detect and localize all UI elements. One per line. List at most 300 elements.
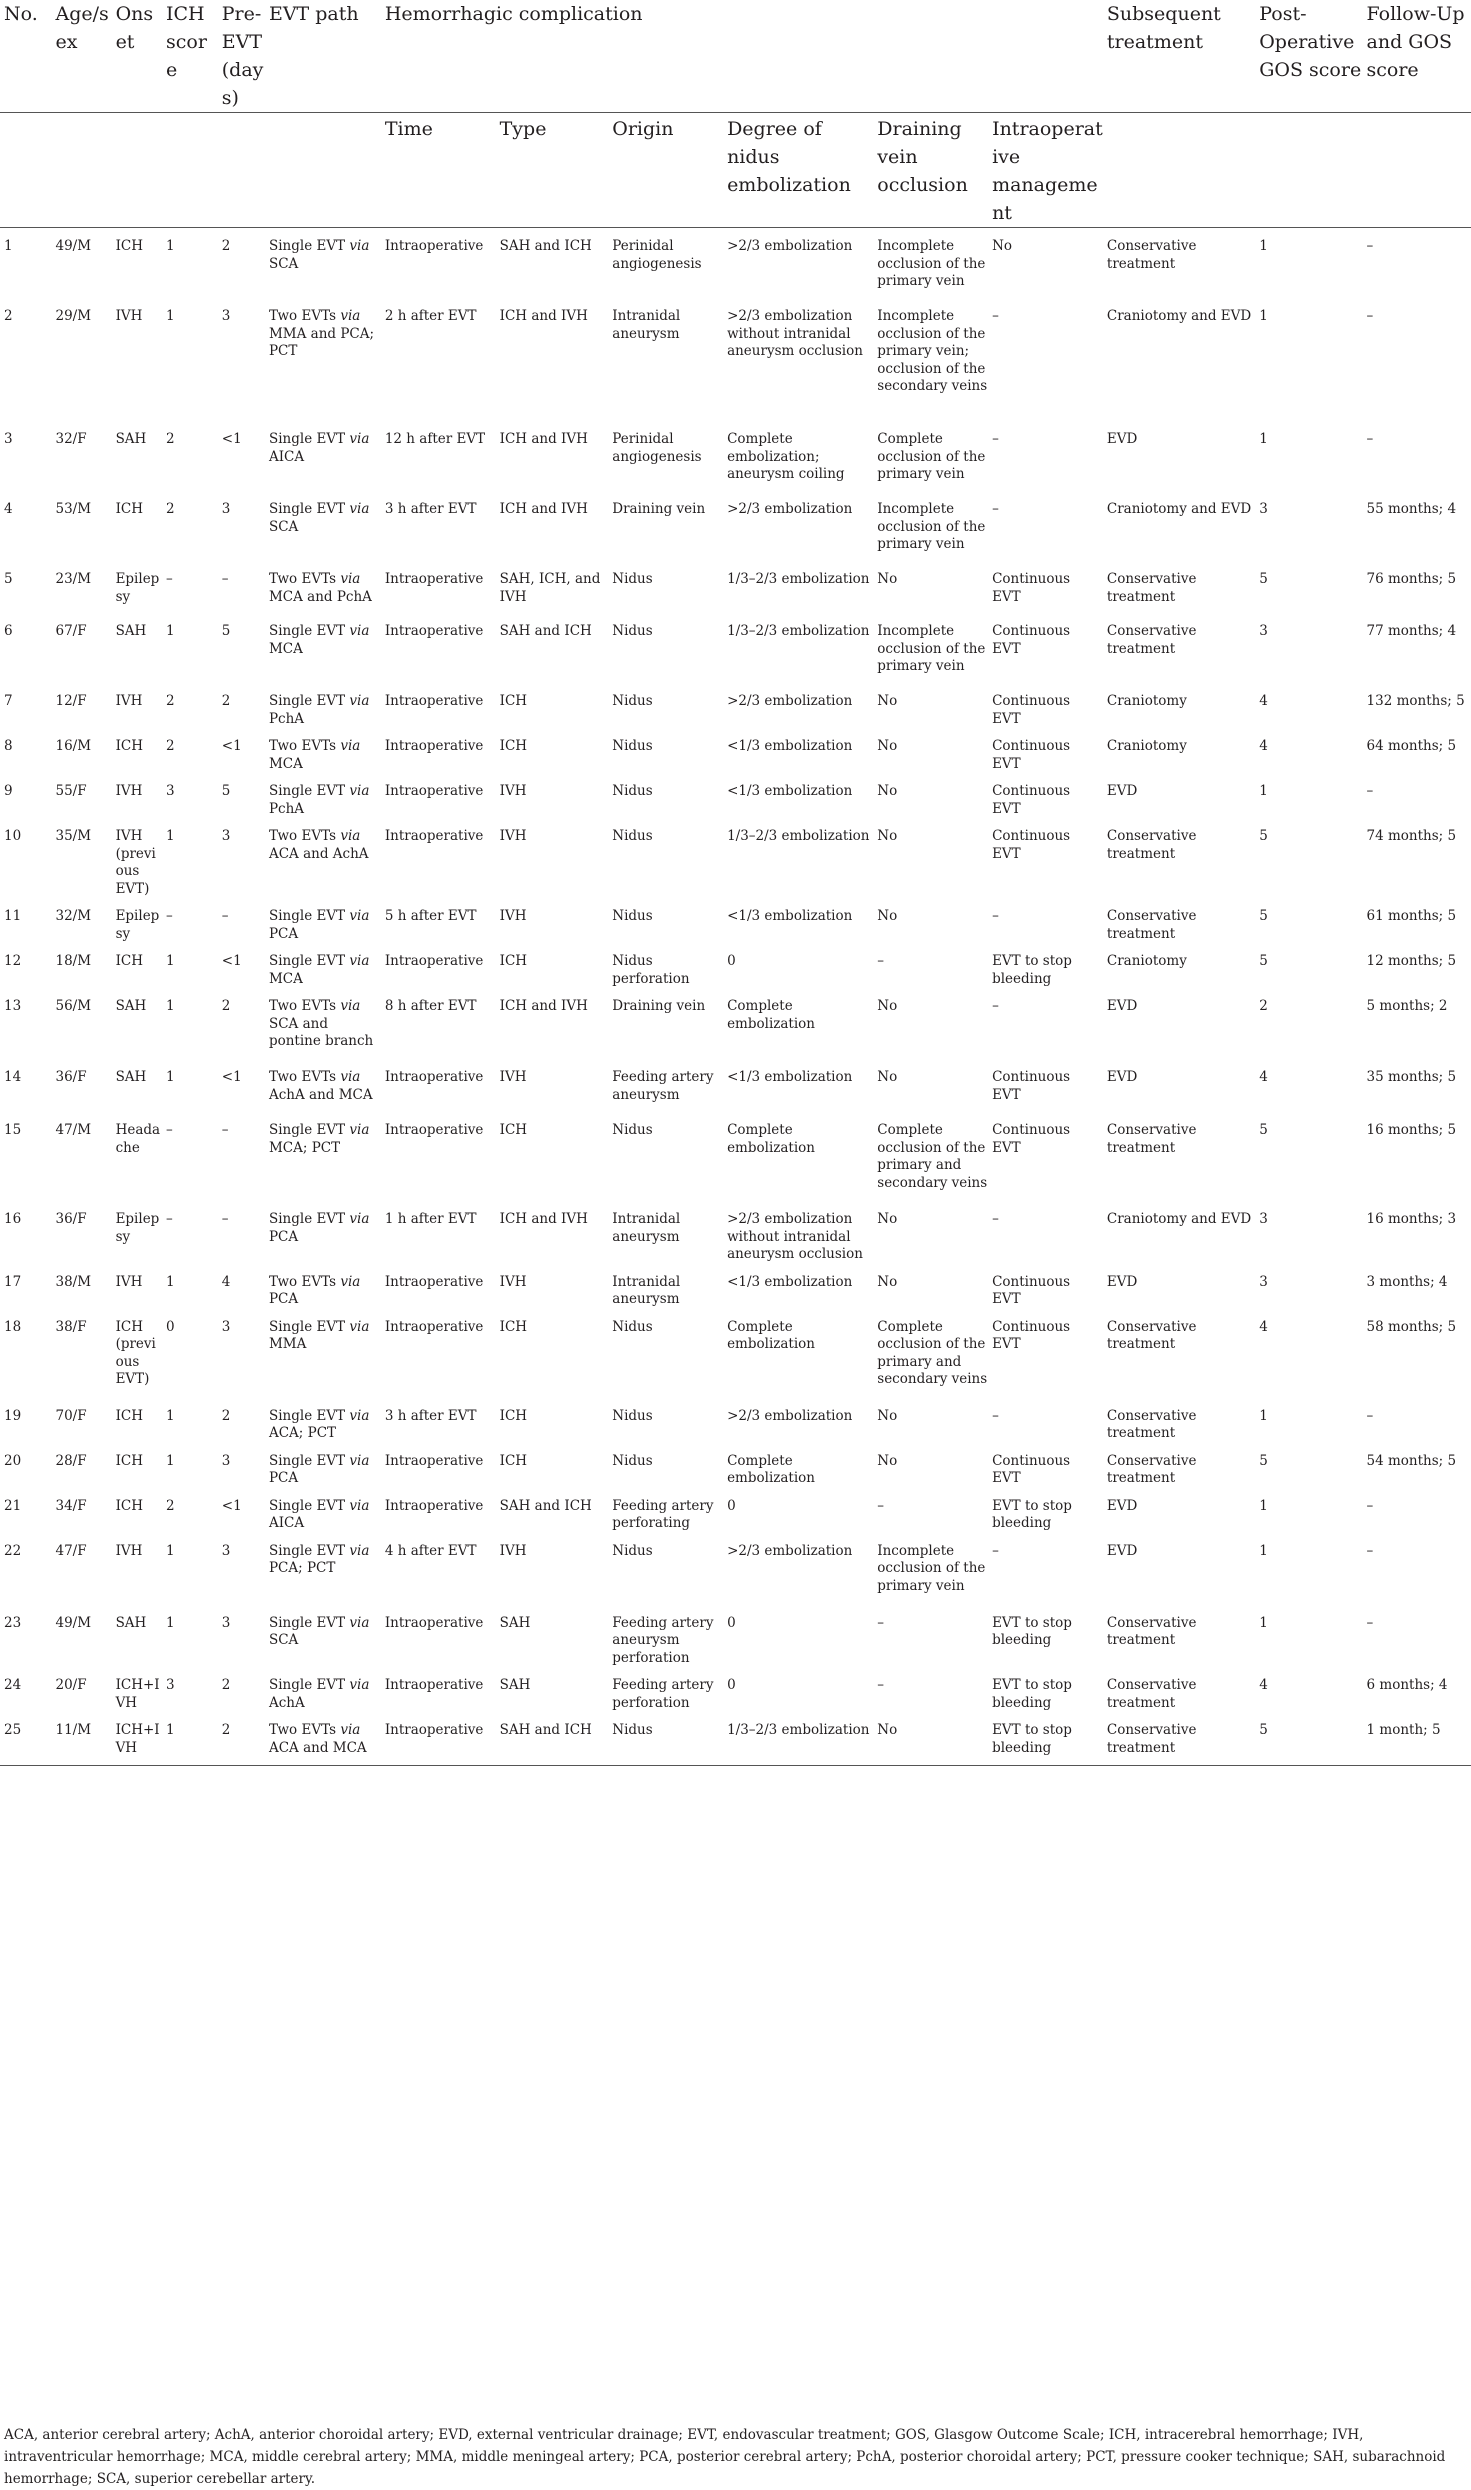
header-draining-vein: Draining vein occlusion [873, 113, 988, 228]
cell-type: SAH [499, 1614, 531, 1631]
table-row [0, 818, 1471, 898]
cell-gos: 5 [1259, 828, 1268, 844]
cell-pre: – [221, 1211, 229, 1227]
cell-path: Two EVTs via MCA and PchA [268, 571, 372, 605]
cell-path: Single EVT via ACA; PCT [268, 1407, 370, 1441]
cell-drain: No [877, 571, 898, 587]
cell-time: 8 h after EVT [384, 998, 477, 1014]
cell-mgmt: – [992, 308, 999, 324]
table-row [0, 1605, 1471, 1668]
cell-treat: Conservative treatment [1103, 1712, 1255, 1766]
cell-path: Single EVT via MCA; PCT [268, 1122, 370, 1156]
cell-age: 12/F [55, 693, 87, 709]
cell-onset: SAH [115, 998, 147, 1014]
cell-origin: Intranidal aneurysm [612, 308, 681, 342]
table-row [0, 1398, 1471, 1443]
cell-age: 35/M [55, 828, 92, 844]
cell-treat: Craniotomy and EVD [1106, 501, 1252, 517]
cell-type: ICH [499, 738, 528, 754]
cell-gos: 4 [1259, 693, 1268, 709]
cell-type: SAH, ICH, and IVH [499, 571, 601, 605]
cell-mgmt: Continuous EVT [992, 738, 1071, 772]
cell-degree: >2/3 embolization [727, 1542, 853, 1559]
cell-time: Intraoperative [384, 1069, 484, 1085]
cell-pre: 3 [221, 1542, 231, 1559]
cell-pre: 3 [221, 1452, 231, 1469]
cell-time: Intraoperative [384, 1452, 484, 1469]
cell-ich: 1 [165, 238, 175, 254]
cell-path: Single EVT via SCA [268, 501, 370, 535]
table-row [0, 1488, 1471, 1533]
cell-path: Two EVTs via ACA and MCA [265, 1712, 381, 1766]
cell-treat: Conservative treatment [1106, 623, 1197, 657]
cell-time: 4 h after EVT [384, 1542, 477, 1559]
cell-time: Intraoperative [384, 783, 484, 799]
cell-age: 11/M [51, 1712, 111, 1766]
cell-follow: 132 months; 5 [1366, 693, 1465, 709]
cell-gos: 1 [1259, 1497, 1268, 1514]
cell-drain: Complete occlusion of the primary vein [877, 431, 986, 482]
cell-treat: EVD [1106, 431, 1138, 447]
cell-origin: Nidus [612, 1542, 653, 1559]
cell-no: 18 [4, 1318, 22, 1335]
cell-time: Intraoperative [381, 1712, 496, 1766]
cell-onset: ICH [115, 501, 143, 517]
header-onset: Onset [115, 3, 154, 53]
cell-mgmt: EVT to stop bleeding [992, 1614, 1072, 1648]
cell-drain: No [877, 998, 898, 1014]
cell-path: Two EVTs via MMA and PCA; PCT [268, 308, 375, 359]
cell-age: 20/F [55, 1677, 87, 1693]
cell-ich: – [165, 1122, 173, 1138]
cell-age: 32/M [55, 908, 92, 924]
cell-follow: 16 months; 3 [1366, 1211, 1457, 1227]
cell-age: 29/M [55, 308, 92, 324]
cell-treat: EVD [1106, 1497, 1138, 1514]
cell-time: 1 h after EVT [384, 1211, 477, 1227]
cell-no: 13 [4, 998, 22, 1014]
cell-degree: Complete embolization; aneurysm coiling [727, 431, 845, 482]
table-row [0, 1112, 1471, 1201]
header-hemorrhagic-complication: Hemorrhagic complication [384, 3, 643, 25]
cell-gos: 5 [1259, 1452, 1268, 1469]
cell-age: 36/F [55, 1211, 87, 1227]
cell-onset: SAH [115, 1614, 147, 1631]
header-intraop-mgmt: Intraoperative management [988, 113, 1103, 228]
table-row [0, 1309, 1471, 1398]
cell-origin: Nidus [612, 1452, 653, 1469]
cell-path: Single EVT via PchA [268, 693, 370, 727]
cell-degree: 0 [727, 1677, 736, 1693]
cell-type: ICH [499, 693, 528, 709]
cell-drain: Incomplete occlusion of the primary vein [877, 623, 986, 674]
cell-pre: <1 [221, 431, 242, 447]
cell-degree: Complete embolization [727, 1122, 815, 1156]
cell-ich: 1 [165, 623, 175, 639]
cell-pre: 3 [221, 828, 231, 844]
cell-ich: 1 [165, 998, 175, 1014]
cell-age: 38/F [55, 1318, 87, 1335]
cell-follow: 12 months; 5 [1366, 953, 1457, 969]
table-row [0, 943, 1471, 988]
cell-time: Intraoperative [384, 1273, 484, 1290]
cell-mgmt: – [992, 501, 999, 517]
cell-age: 23/M [55, 571, 92, 587]
cell-age: 49/M [55, 238, 92, 254]
cell-gos: 5 [1255, 1712, 1362, 1766]
cell-time: 2 h after EVT [384, 308, 477, 324]
cell-mgmt: Continuous EVT [992, 1452, 1071, 1486]
cell-degree: >2/3 embolization [727, 501, 853, 517]
cell-pre: 3 [221, 1614, 231, 1631]
cell-type: IVH [499, 1273, 527, 1290]
cell-follow: 77 months; 4 [1366, 623, 1457, 639]
cell-no: 14 [4, 1069, 22, 1085]
header-row-1 [0, 0, 1471, 113]
cell-pre: – [221, 908, 229, 924]
cell-gos: 5 [1259, 1122, 1268, 1138]
cell-follow: 55 months; 4 [1366, 501, 1457, 517]
cell-no: 19 [4, 1407, 22, 1424]
cell-time: Intraoperative [384, 1318, 484, 1335]
cell-type: IVH [499, 908, 527, 924]
cell-degree: Complete embolization [727, 1318, 815, 1352]
cell-ich: 1 [165, 1069, 175, 1085]
cell-mgmt: Continuous EVT [992, 828, 1071, 862]
cell-degree: <1/3 embolization [727, 738, 853, 754]
cell-age: 56/M [55, 998, 92, 1014]
cell-onset: Headache [115, 1122, 161, 1156]
cell-path: Single EVT via AchA [268, 1677, 370, 1711]
cell-degree: <1/3 embolization [727, 1069, 853, 1085]
cell-mgmt: – [992, 1542, 999, 1559]
cell-follow: 61 months; 5 [1366, 908, 1457, 924]
cell-gos: 4 [1259, 1318, 1268, 1335]
cell-type: ICH and IVH [499, 998, 588, 1014]
cell-no: 7 [4, 693, 13, 709]
cell-degree: >2/3 embolization without intranidal aneurysm occlusion [727, 1211, 863, 1262]
cell-time: Intraoperative [384, 693, 484, 709]
cell-onset: ICH [115, 953, 143, 969]
cell-origin: Feeding artery perforation [612, 1677, 714, 1711]
cell-age: 47/M [55, 1122, 92, 1138]
cell-onset: Epilepsy [115, 908, 160, 942]
cell-onset: IVH (previous EVT) [115, 828, 156, 897]
cell-follow: – [1366, 783, 1374, 799]
cell-gos: 4 [1259, 1069, 1268, 1085]
cell-drain: Complete occlusion of the primary and secondary veins [877, 1318, 988, 1387]
cell-type: SAH and ICH [499, 1497, 592, 1514]
cell-drain: Incomplete occlusion of the primary vein [877, 238, 986, 289]
cell-time: Intraoperative [384, 1122, 484, 1138]
cell-ich: 2 [165, 738, 175, 754]
cell-no: 9 [4, 783, 13, 799]
cell-origin: Nidus perforation [612, 953, 690, 987]
cell-age: 32/F [55, 431, 87, 447]
cell-no: 1 [4, 238, 13, 254]
cell-type: ICH [499, 1122, 528, 1138]
cell-type: ICH [499, 1452, 528, 1469]
cell-treat: Craniotomy and EVD [1106, 308, 1252, 324]
header-time: Time [381, 113, 496, 228]
cell-degree: 0 [727, 1497, 736, 1514]
cell-pre: <1 [221, 1069, 242, 1085]
cell-degree: Complete embolization [727, 998, 815, 1032]
table-footnote: ACA, anterior cerebral artery; AchA, anterior choroidal artery; EVD, external ventricular drainage; EVT, endovascular treatment; GOS, Glasgow Outcome Scale; ICH, intracerebral hemorrhage; IVH, intraventricular hemorrhage; MCA, middle cerebral artery; MMA, middle meningeal artery; PCA, posterior cerebral artery; PchA, posterior choroidal artery; PCT, pressure cooker technique; SAH, subarachnoid hemorrhage; SCA, superior cerebellar artery. [4, 2427, 1446, 2487]
cell-drain: No [877, 1407, 898, 1424]
header-ich-score: ICH score [165, 3, 207, 81]
cell-pre: 3 [221, 1318, 231, 1335]
cell-ich: 1 [165, 308, 175, 324]
cell-pre: 2 [218, 1712, 265, 1766]
cell-degree: >2/3 embolization without intranidal aneurysm occlusion [727, 308, 863, 359]
cell-follow: 1 month; 5 [1363, 1712, 1471, 1766]
cell-follow: 6 months; 4 [1366, 1677, 1448, 1693]
cell-treat: Conservative treatment [1106, 1318, 1197, 1352]
cell-gos: 4 [1259, 738, 1268, 754]
cell-ich: 2 [165, 431, 175, 447]
cell-origin: Nidus [612, 1407, 653, 1424]
cell-type: SAH and ICH [499, 623, 592, 639]
cell-degree: 0 [727, 953, 736, 969]
cell-gos: 1 [1259, 238, 1268, 254]
cell-degree: 0 [727, 1614, 736, 1631]
cell-drain: No [877, 783, 898, 799]
header-subsequent-treatment: Subsequent treatment [1106, 3, 1221, 53]
table-row [0, 728, 1471, 773]
cell-drain: No [877, 828, 898, 844]
cell-onset: IVH [115, 1273, 143, 1290]
cell-time: 3 h after EVT [384, 501, 477, 517]
cell-follow: – [1366, 1614, 1374, 1631]
cell-treat: Craniotomy [1106, 693, 1187, 709]
cell-path: Single EVT via AICA [268, 1497, 370, 1531]
cell-follow: – [1366, 308, 1374, 324]
cell-mgmt: EVT to stop bleeding [992, 1497, 1072, 1531]
table-row [0, 1201, 1471, 1264]
cell-origin: Nidus [612, 571, 653, 587]
cell-pre: 5 [221, 783, 231, 799]
cell-mgmt: No [992, 238, 1013, 254]
cell-mgmt: Continuous EVT [992, 783, 1071, 817]
cell-no: 12 [4, 953, 22, 969]
cell-time: Intraoperative [384, 571, 484, 587]
cell-ich: 2 [165, 501, 175, 517]
cell-mgmt: EVT to stop bleeding [992, 1677, 1072, 1711]
header-pre-evt: Pre-EVT (days) [221, 3, 264, 109]
cell-type: ICH and IVH [499, 501, 588, 517]
cell-origin: Nidus [608, 1712, 723, 1766]
cell-mgmt: Continuous EVT [992, 1069, 1071, 1103]
cell-pre: <1 [221, 738, 242, 754]
cell-gos: 3 [1259, 1273, 1268, 1290]
cell-ich: 2 [165, 693, 175, 709]
table-row [0, 773, 1471, 818]
table-row [0, 683, 1471, 728]
cell-pre: 2 [221, 238, 231, 254]
cell-path: Single EVT via PCA; PCT [268, 1542, 370, 1576]
cell-age: 28/F [55, 1452, 87, 1469]
cell-pre: 3 [221, 501, 231, 517]
cell-ich: 1 [165, 1614, 175, 1631]
cell-onset: IVH [115, 693, 143, 709]
cell-degree: Complete embolization [727, 1452, 815, 1486]
cell-type: ICH and IVH [499, 431, 588, 447]
cell-origin: Feeding artery aneurysm [612, 1069, 714, 1103]
cell-path: Two EVTs via MCA [268, 738, 361, 772]
cell-pre: – [221, 1122, 229, 1138]
cell-mgmt: – [992, 998, 999, 1014]
cell-drain: Incomplete occlusion of the primary vein [877, 501, 986, 552]
cell-gos: 3 [1259, 501, 1268, 517]
cell-follow: – [1366, 238, 1374, 254]
cell-onset: SAH [115, 1069, 147, 1085]
cell-follow: – [1366, 1407, 1374, 1424]
cell-mgmt: Continuous EVT [992, 693, 1071, 727]
cell-onset: SAH [115, 431, 147, 447]
cell-treat: Conservative treatment [1106, 908, 1197, 942]
cell-drain: No [873, 1712, 988, 1766]
cell-pre: 2 [221, 1407, 231, 1424]
cell-path: Single EVT via PCA [268, 908, 370, 942]
cell-degree: <1/3 embolization [727, 908, 853, 924]
cell-treat: Craniotomy [1106, 953, 1187, 969]
cell-pre: 2 [221, 693, 231, 709]
cell-mgmt: Continuous EVT [992, 1273, 1071, 1307]
cell-gos: 5 [1259, 571, 1268, 587]
cell-ich: 0 [165, 1318, 175, 1335]
cell-path: Single EVT via PCA [268, 1211, 370, 1245]
cell-no: 20 [4, 1452, 22, 1469]
cell-follow: 16 months; 5 [1366, 1122, 1457, 1138]
table-row [0, 898, 1471, 943]
cell-no: 15 [4, 1122, 22, 1138]
cell-path: Single EVT via MMA [268, 1318, 370, 1352]
cell-drain: Incomplete occlusion of the primary vein; occlusion of the secondary veins [877, 308, 988, 394]
cell-time: Intraoperative [384, 953, 484, 969]
cell-no: 17 [4, 1273, 22, 1290]
cell-ich: 1 [165, 1407, 175, 1424]
cell-path: Two EVTs via ACA and AchA [268, 828, 369, 862]
cell-drain: Incomplete occlusion of the primary vein [877, 1542, 986, 1594]
cell-origin: Draining vein [612, 998, 706, 1014]
cell-ich: 3 [165, 1677, 175, 1693]
cell-onset: ICH+IVH [112, 1712, 162, 1766]
header-post-op-gos: Post-Operative GOS score [1259, 3, 1362, 81]
cell-time: Intraoperative [384, 623, 484, 639]
cell-gos: 5 [1259, 908, 1268, 924]
header-evt-path: EVT path [268, 3, 359, 25]
cell-follow: 35 months; 5 [1366, 1069, 1457, 1085]
cell-no: 23 [4, 1614, 22, 1631]
cell-origin: Nidus [612, 738, 653, 754]
cell-onset: Epilepsy [115, 1211, 160, 1245]
cell-time: 12 h after EVT [384, 431, 486, 447]
cell-treat: EVD [1106, 1069, 1138, 1085]
cell-type: ICH [499, 1407, 528, 1424]
cell-origin: Feeding artery aneurysm perforation [612, 1614, 714, 1666]
cell-path: Single EVT via PchA [268, 783, 370, 817]
cell-age: 49/M [55, 1614, 92, 1631]
cell-gos: 3 [1259, 623, 1268, 639]
cell-path: Single EVT via AICA [268, 431, 370, 465]
cell-mgmt: – [992, 431, 999, 447]
cell-follow: 5 months; 2 [1366, 998, 1448, 1014]
cell-ich: 1 [165, 1542, 175, 1559]
cell-path: Single EVT via MCA [268, 953, 370, 987]
cell-follow: 58 months; 5 [1366, 1318, 1457, 1335]
cell-no: 2 [4, 308, 13, 324]
cell-gos: 1 [1259, 1542, 1268, 1559]
cell-onset: IVH [115, 308, 143, 324]
cell-drain: No [877, 1452, 898, 1469]
cell-origin: Perinidal angiogenesis [612, 238, 702, 272]
cell-no: 22 [4, 1542, 22, 1559]
table-row [0, 1059, 1471, 1112]
cell-no: 24 [4, 1677, 22, 1693]
header-follow-up-gos: Follow-Up and GOS score [1366, 3, 1465, 81]
cell-treat: EVD [1106, 783, 1138, 799]
cell-drain: No [877, 1211, 898, 1227]
cell-type: IVH [499, 783, 527, 799]
cell-ich: – [165, 908, 173, 924]
cell-mgmt: – [992, 1211, 999, 1227]
cell-path: Two EVTs via AchA and MCA [268, 1069, 373, 1103]
cell-treat: Conservative treatment [1106, 1677, 1197, 1711]
cell-mgmt: EVT to stop bleeding [988, 1712, 1103, 1766]
cell-degree: >2/3 embolization [727, 238, 853, 254]
cell-origin: Draining vein [612, 501, 706, 517]
cell-pre: <1 [221, 1497, 242, 1514]
cell-gos: 1 [1259, 1614, 1268, 1631]
cell-age: 38/M [55, 1273, 92, 1290]
table-row [0, 1443, 1471, 1488]
cell-treat: Craniotomy [1106, 738, 1187, 754]
cell-drain: Complete occlusion of the primary and secondary veins [877, 1122, 988, 1191]
table-row [0, 1712, 1471, 1766]
header-row-2 [0, 113, 1471, 228]
cell-treat: Conservative treatment [1106, 571, 1197, 605]
cell-onset: ICH+IVH [115, 1677, 160, 1711]
cell-type: SAH and ICH [496, 1712, 609, 1766]
cell-drain: No [877, 1273, 898, 1290]
cell-onset: ICH [115, 738, 143, 754]
cell-follow: 3 months; 4 [1366, 1273, 1448, 1290]
header-type: Type [496, 113, 609, 228]
cell-origin: Nidus [612, 828, 653, 844]
cell-type: ICH [499, 953, 528, 969]
cell-time: Intraoperative [384, 828, 484, 844]
cell-origin: Nidus [612, 1318, 653, 1335]
cell-treat: Conservative treatment [1106, 238, 1197, 272]
cell-onset: ICH [115, 1452, 143, 1469]
cell-drain: No [877, 738, 898, 754]
cell-type: ICH and IVH [499, 308, 588, 324]
table-row [0, 988, 1471, 1059]
cell-degree: 1/3–2/3 embolization [727, 828, 870, 844]
cell-path: Single EVT via SCA [268, 1614, 370, 1648]
cell-path: Two EVTs via PCA [268, 1273, 361, 1307]
cell-ich: 1 [165, 1273, 175, 1290]
cell-time: Intraoperative [384, 1497, 484, 1514]
cell-follow: – [1366, 1497, 1374, 1514]
cell-follow: – [1366, 1542, 1374, 1559]
cell-pre: 4 [221, 1273, 231, 1290]
cell-degree: <1/3 embolization [727, 1273, 853, 1290]
cell-pre: 2 [221, 998, 231, 1014]
cell-time: Intraoperative [384, 238, 484, 254]
cell-origin: Nidus [612, 623, 653, 639]
